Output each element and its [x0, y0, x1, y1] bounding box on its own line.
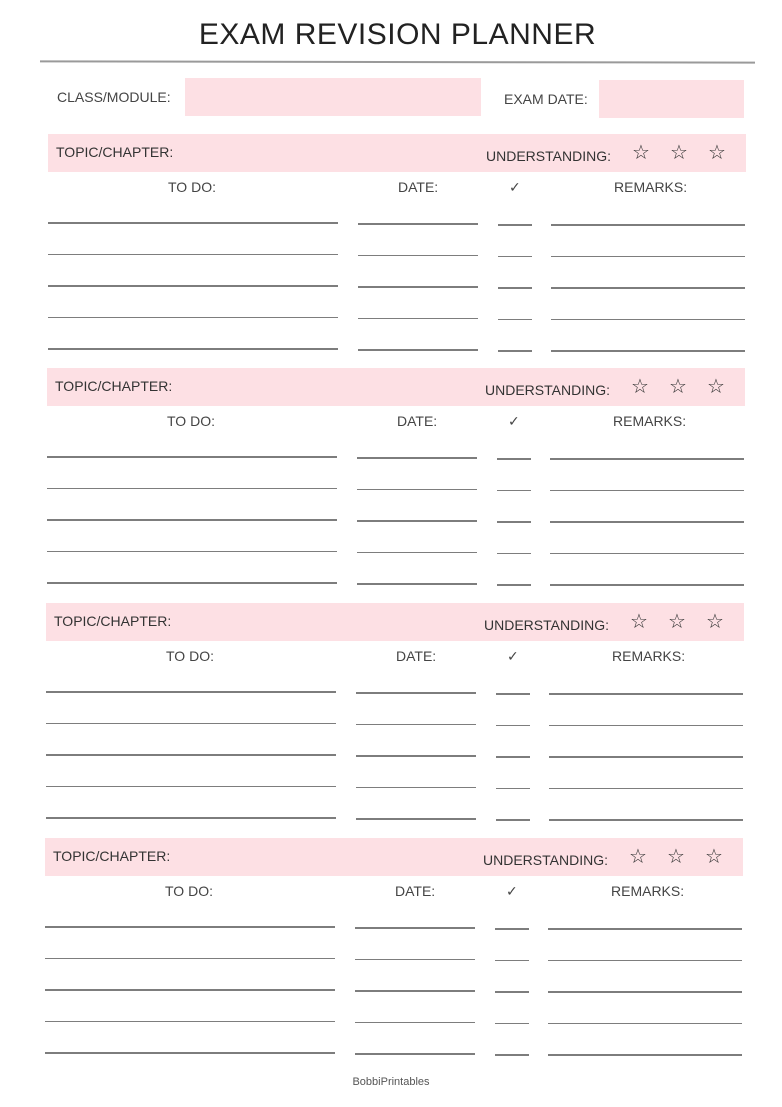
remarks-line[interactable]	[550, 521, 744, 523]
remarks-header: REMARKS:	[612, 648, 686, 664]
date-line[interactable]	[356, 692, 476, 694]
todo-line[interactable]	[45, 1052, 335, 1054]
remarks-line[interactable]	[548, 1054, 742, 1056]
exam-date-field[interactable]	[599, 80, 744, 118]
date-line[interactable]	[355, 990, 475, 992]
check-header: ✓	[508, 413, 520, 429]
topic-chapter-label: TOPIC/CHAPTER:	[56, 144, 174, 160]
check-line[interactable]	[497, 458, 531, 460]
understanding-label: UNDERSTANDING:	[484, 617, 609, 633]
star-rating-icon[interactable]: ☆	[629, 846, 647, 868]
date-line[interactable]	[357, 489, 477, 491]
check-line[interactable]	[498, 224, 532, 226]
remarks-line[interactable]	[550, 490, 744, 492]
remarks-line[interactable]	[549, 693, 743, 695]
date-line[interactable]	[357, 583, 477, 585]
remarks-header: REMARKS:	[614, 179, 688, 195]
star-rating-icon[interactable]: ☆	[668, 611, 686, 633]
todo-line[interactable]	[46, 723, 336, 725]
remarks-line[interactable]	[551, 350, 745, 352]
remarks-line[interactable]	[551, 287, 745, 289]
date-header: DATE:	[395, 883, 436, 899]
topic-section	[46, 603, 766, 831]
remarks-line[interactable]	[551, 224, 745, 226]
star-rating-icon[interactable]: ☆	[708, 142, 726, 164]
date-line[interactable]	[358, 349, 478, 351]
topic-band[interactable]	[47, 368, 745, 406]
date-line[interactable]	[356, 724, 476, 726]
check-line[interactable]	[498, 256, 532, 258]
todo-line[interactable]	[48, 348, 338, 350]
check-line[interactable]	[498, 319, 532, 321]
topic-chapter-label: TOPIC/CHAPTER:	[55, 378, 173, 394]
check-line[interactable]	[495, 960, 529, 962]
todo-line[interactable]	[45, 989, 335, 991]
remarks-line[interactable]	[549, 788, 743, 790]
date-line[interactable]	[356, 755, 476, 757]
date-header: DATE:	[398, 179, 439, 195]
topic-band[interactable]	[45, 838, 743, 876]
todo-line[interactable]	[48, 222, 338, 224]
remarks-line[interactable]	[549, 725, 743, 727]
star-rating-icon[interactable]: ☆	[632, 142, 650, 164]
todo-line[interactable]	[46, 817, 336, 819]
remarks-line[interactable]	[548, 928, 742, 930]
topic-section	[48, 134, 768, 362]
todo-line[interactable]	[46, 691, 336, 693]
class-module-label: CLASS/MODULE:	[57, 89, 171, 105]
todo-line[interactable]	[48, 317, 338, 319]
date-line[interactable]	[355, 959, 475, 961]
check-line[interactable]	[496, 788, 530, 790]
remarks-line[interactable]	[548, 960, 742, 962]
check-line[interactable]	[495, 991, 529, 993]
remarks-line[interactable]	[549, 756, 743, 758]
date-line[interactable]	[356, 787, 476, 789]
todo-header: TO DO:	[166, 648, 214, 664]
todo-line[interactable]	[46, 786, 336, 788]
class-module-field[interactable]	[185, 78, 481, 116]
star-rating-icon[interactable]: ☆	[705, 846, 723, 868]
star-rating-icon[interactable]: ☆	[631, 376, 649, 398]
footer-brand: BobbiPrintables	[352, 1076, 430, 1088]
date-line[interactable]	[358, 318, 478, 320]
date-line[interactable]	[355, 927, 475, 929]
check-line[interactable]	[497, 521, 531, 523]
check-line[interactable]	[495, 1023, 529, 1025]
check-line[interactable]	[496, 819, 530, 821]
check-line[interactable]	[497, 584, 531, 586]
remarks-line[interactable]	[551, 256, 745, 258]
todo-line[interactable]	[47, 488, 337, 490]
todo-line[interactable]	[47, 551, 337, 553]
understanding-label: UNDERSTANDING:	[483, 852, 608, 868]
date-line[interactable]	[356, 818, 476, 820]
star-rating-icon[interactable]: ☆	[706, 611, 724, 633]
remarks-line[interactable]	[548, 1023, 742, 1025]
check-line[interactable]	[497, 553, 531, 555]
topic-section	[45, 838, 765, 1066]
check-header: ✓	[507, 648, 519, 664]
star-rating-icon[interactable]: ☆	[670, 142, 688, 164]
todo-header: TO DO:	[168, 179, 216, 195]
date-header: DATE:	[397, 413, 438, 429]
check-line[interactable]	[495, 1054, 529, 1056]
todo-line[interactable]	[48, 254, 338, 256]
todo-line[interactable]	[47, 582, 337, 584]
page-title: EXAM REVISION PLANNER	[198, 18, 597, 51]
star-rating-icon[interactable]: ☆	[669, 376, 687, 398]
check-header: ✓	[506, 883, 518, 899]
topic-section	[47, 368, 767, 596]
remarks-line[interactable]	[549, 819, 743, 821]
date-line[interactable]	[357, 520, 477, 522]
check-header: ✓	[509, 179, 521, 195]
todo-line[interactable]	[45, 926, 335, 928]
date-line[interactable]	[358, 223, 478, 225]
todo-line[interactable]	[45, 1021, 335, 1023]
date-line[interactable]	[358, 255, 478, 257]
topic-chapter-label: TOPIC/CHAPTER:	[53, 848, 171, 864]
todo-line[interactable]	[46, 754, 336, 756]
date-line[interactable]	[357, 457, 477, 459]
check-line[interactable]	[498, 350, 532, 352]
todo-line[interactable]	[47, 519, 337, 521]
remarks-header: REMARKS:	[611, 883, 685, 899]
date-header: DATE:	[396, 648, 437, 664]
understanding-label: UNDERSTANDING:	[485, 382, 610, 398]
remarks-line[interactable]	[550, 553, 744, 555]
star-rating-icon[interactable]: ☆	[707, 376, 725, 398]
topic-band[interactable]	[48, 134, 746, 172]
todo-header: TO DO:	[167, 413, 215, 429]
date-line[interactable]	[355, 1053, 475, 1055]
remarks-line[interactable]	[550, 584, 744, 586]
todo-line[interactable]	[48, 285, 338, 287]
title-divider	[40, 60, 755, 63]
exam-date-label: EXAM DATE:	[504, 91, 588, 107]
star-rating-icon[interactable]: ☆	[667, 846, 685, 868]
topic-chapter-label: TOPIC/CHAPTER:	[54, 613, 172, 629]
check-line[interactable]	[495, 928, 529, 930]
todo-line[interactable]	[45, 958, 335, 960]
check-line[interactable]	[496, 756, 530, 758]
understanding-label: UNDERSTANDING:	[486, 148, 611, 164]
date-line[interactable]	[357, 552, 477, 554]
remarks-line[interactable]	[548, 991, 742, 993]
topic-band[interactable]	[46, 603, 744, 641]
remarks-line[interactable]	[550, 458, 744, 460]
check-line[interactable]	[497, 490, 531, 492]
date-line[interactable]	[355, 1022, 475, 1024]
todo-line[interactable]	[47, 456, 337, 458]
check-line[interactable]	[496, 693, 530, 695]
check-line[interactable]	[498, 287, 532, 289]
remarks-line[interactable]	[551, 319, 745, 321]
todo-header: TO DO:	[165, 883, 213, 899]
check-line[interactable]	[496, 725, 530, 727]
date-line[interactable]	[358, 286, 478, 288]
remarks-header: REMARKS:	[613, 413, 687, 429]
star-rating-icon[interactable]: ☆	[630, 611, 648, 633]
